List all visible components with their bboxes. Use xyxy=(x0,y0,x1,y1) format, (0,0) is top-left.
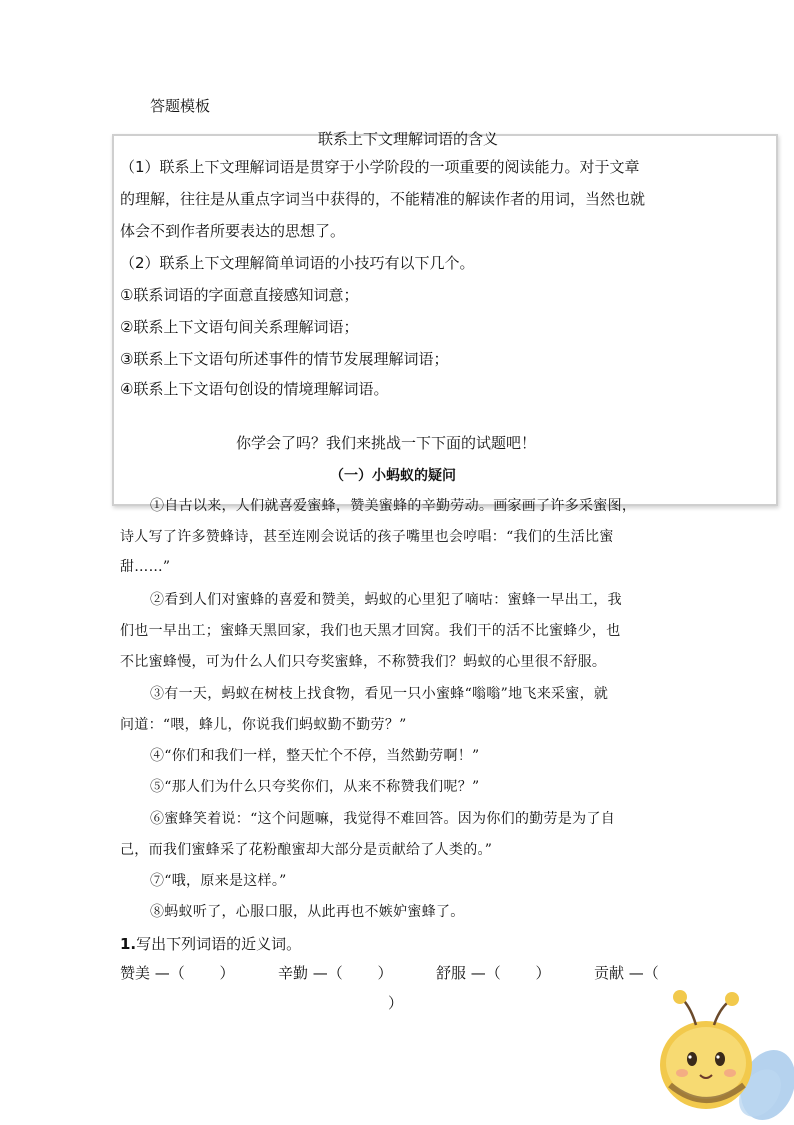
method-line: （1）联系上下文理解词语是贯穿于小学阶段的一项重要的阅读能力。对于文章 xyxy=(120,158,640,176)
story-line: ⑤“那人们为什么只夸奖你们，从来不称赞我们呢？” xyxy=(150,779,480,795)
bee-illustration-icon xyxy=(640,985,794,1125)
synonym-blanks xyxy=(120,962,659,983)
question-number: 1. xyxy=(120,935,137,953)
story-line: ⑥蜜蜂笑着说：“这个问题嘛，我觉得不难回答。因为你们的勤劳是为了自 xyxy=(150,811,616,827)
method-line: 体会不到作者所要表达的思想了。 xyxy=(120,222,346,240)
method-line: ④联系上下文语句创设的情境理解词语。 xyxy=(120,380,389,398)
blank-item[interactable]: 赞美 —（ ） xyxy=(120,964,235,982)
blank-item[interactable]: 贡献 —（ xyxy=(594,964,659,982)
story-line: 们也一早出工；蜜蜂天黑回家，我们也天黑才回窝。我们干的活不比蜜蜂少，也 xyxy=(120,623,621,639)
method-line: （2）联系上下文理解简单词语的小技巧有以下几个。 xyxy=(120,254,475,272)
method-line: ①联系词语的字面意直接感知词意； xyxy=(120,286,359,304)
story-line: ③有一天，蚂蚁在树枝上找食物，看见一只小蜜蜂“嗡嗡”地飞来采蜜，就 xyxy=(150,686,609,702)
story-line: ④“你们和我们一样，整天忙个不停，当然勤劳啊！” xyxy=(150,748,480,764)
story-line: 己，而我们蜜蜂采了花粉酿蜜却大部分是贡献给了人类的。” xyxy=(120,842,493,858)
method-line: 的理解，往往是从重点字词当中获得的，不能精准的解读作者的用词，当然也就 xyxy=(120,190,646,208)
blank-item[interactable]: 辛勤 —（ ） xyxy=(278,964,393,982)
question-1 xyxy=(120,933,301,954)
story-line: ⑦“哦，原来是这样。” xyxy=(150,873,287,889)
story-line: 甜……” xyxy=(120,559,171,575)
story-line: 诗人写了许多赞蜂诗，甚至连刚会说话的孩子嘴里也会哼唱：“我们的生活比蜜 xyxy=(120,529,614,545)
method-line: ②联系上下文语句间关系理解词语； xyxy=(120,318,359,336)
question-text: 写出下列词语的近义词。 xyxy=(136,935,302,953)
challenge-text: 你学会了吗？我们来挑战一下下面的试题吧！ xyxy=(236,434,537,452)
blank-close-paren: ） xyxy=(388,994,404,1012)
story-line: 问道：“喂，蜂儿，你说我们蚂蚁勤不勤劳？” xyxy=(120,717,407,733)
method-line: ③联系上下文语句所述事件的情节发展理解词语； xyxy=(120,350,449,368)
story-title: （一）小蚂蚁的疑问 xyxy=(330,468,456,484)
story-line: ①自古以来，人们就喜爱蜜蜂，赞美蜜蜂的辛勤劳动。画家画了许多采蜜图， xyxy=(150,498,637,514)
story-line: ⑧蚂蚁听了，心服口服，从此再也不嫉妒蜜蜂了。 xyxy=(150,904,465,920)
method-box-title: 联系上下文理解词语的含义 xyxy=(318,130,499,148)
story-line: 不比蜜蜂慢，可为什么人们只夸奖蜜蜂，不称赞我们？蚂蚁的心里很不舒服。 xyxy=(120,654,607,670)
story-line: ②看到人们对蜜蜂的喜爱和赞美，蚂蚁的心里犯了嘀咕：蜜蜂一早出工，我 xyxy=(150,592,622,608)
template-label: 答题模板 xyxy=(150,97,211,115)
blank-item[interactable]: 舒服 —（ ） xyxy=(436,964,551,982)
